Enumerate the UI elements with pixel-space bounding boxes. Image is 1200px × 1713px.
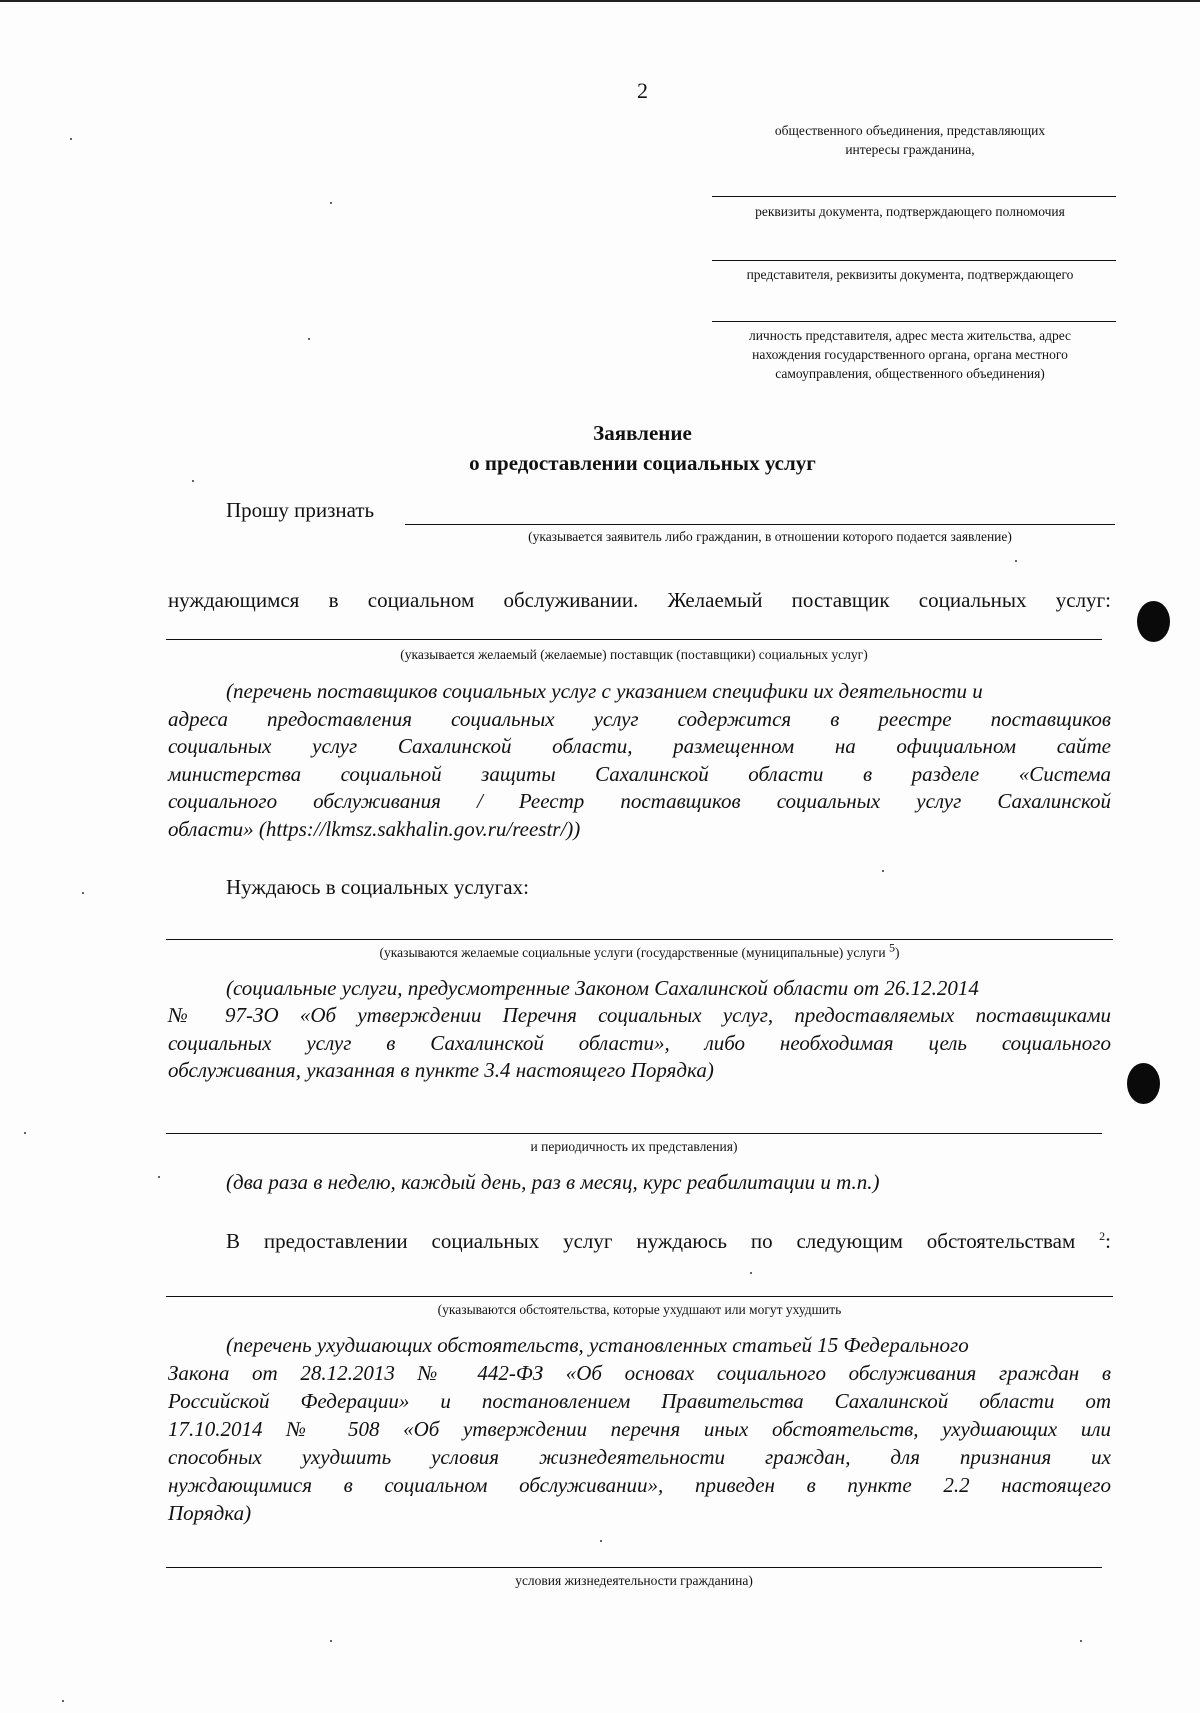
header-caption-3-line2: нахождения государственного органа, органа местного bbox=[752, 347, 1068, 362]
scan-speck bbox=[192, 480, 194, 482]
scan-speck bbox=[70, 138, 72, 140]
header-caption-3-line1: личность представителя, адрес места жительства, адрес bbox=[748, 328, 1072, 343]
circumstances-note-line-4: 17.10.2014 № 508 «Об утверждении перечня иных обстоятельств, ухудшающих или bbox=[168, 1417, 1111, 1441]
header-caption-3-line3: самоуправления, общественного объединения) bbox=[775, 366, 1045, 381]
scan-speck bbox=[330, 202, 332, 204]
scan-speck bbox=[1015, 560, 1017, 562]
scan-edge bbox=[0, 0, 1200, 2]
document-subtitle: о предоставлении социальных услуг bbox=[469, 451, 816, 475]
scan-speck bbox=[330, 1640, 332, 1642]
circumstances-note-line-7: Порядка) bbox=[168, 1501, 252, 1525]
circumstances-note-line-3: Российской Федерации» и постановлением Правительства Сахалинской области от bbox=[168, 1389, 1111, 1413]
providers-note-line-6: области» (https://lkmsz.sakhalin.gov.ru/reestr/)) bbox=[168, 817, 581, 841]
circumstances-caption: (указываются обстоятельства, которые ухудшают или могут ухудшить bbox=[437, 1302, 842, 1317]
document-title: Заявление bbox=[593, 421, 692, 445]
header-representative-line2: интересы гражданина, bbox=[845, 142, 975, 157]
providers-note-line-4: министерства социальной защиты Сахалинской области в разделе «Система bbox=[168, 762, 1111, 786]
scan-speck bbox=[24, 1132, 26, 1134]
circumstances-note-line-1: (перечень ухудшающих обстоятельств, установленных статьей 15 Федерального bbox=[226, 1333, 969, 1357]
services-label: Нуждаюсь в социальных услугах: bbox=[226, 875, 529, 899]
applicant-blank-line bbox=[405, 524, 1115, 525]
circumstances-note-line-5: способных ухудшить условия жизнедеятельности граждан, для признания их bbox=[168, 1445, 1111, 1469]
scan-speck bbox=[882, 870, 884, 872]
header-blank-line-1 bbox=[712, 196, 1116, 197]
periodicity-note: (два раза в неделю, каждый день, раз в месяц, курс реабилитации и т.п.) bbox=[226, 1170, 880, 1194]
circumstances-note-line-2: Закона от 28.12.2013 № 442-ФЗ «Об основах социального обслуживания граждан в bbox=[168, 1361, 1111, 1385]
final-caption: условия жизнедеятельности гражданина) bbox=[515, 1573, 753, 1588]
scan-speck bbox=[62, 1700, 64, 1702]
punch-hole-mark-top bbox=[1137, 601, 1170, 642]
request-continuation: нуждающимся в социальном обслуживании. Желаемый поставщик социальных услуг: bbox=[168, 588, 1111, 612]
scan-speck bbox=[750, 1272, 752, 1274]
services-note-line-4: обслуживания, указанная в пункте 3.4 настоящего Порядка) bbox=[168, 1058, 714, 1082]
header-caption-1: реквизиты документа, подтверждающего полномочия bbox=[755, 204, 1065, 219]
services-note-line-1: (социальные услуги, предусмотренные Законом Сахалинской области от 26.12.2014 bbox=[226, 976, 979, 1000]
applicant-caption: (указывается заявитель либо гражданин, в отношении которого подается заявление) bbox=[528, 529, 1012, 544]
header-caption-2: представителя, реквизиты документа, подтверждающего bbox=[746, 267, 1074, 282]
scan-speck bbox=[308, 338, 310, 340]
periodicity-blank-line bbox=[166, 1133, 1102, 1134]
providers-note-line-5: социального обслуживания / Реестр поставщиков социальных услуг Сахалинской bbox=[168, 789, 1111, 813]
circumstances-blank-line bbox=[166, 1296, 1113, 1297]
services-note-line-3: социальных услуг в Сахалинской области», либо необходимая цель социального bbox=[168, 1031, 1111, 1055]
request-label: Прошу признать bbox=[226, 498, 375, 522]
services-note-line-2: № 97-ЗО «Об утверждении Перечня социальных услуг, предоставляемых поставщиками bbox=[168, 1003, 1111, 1027]
periodicity-caption: и периодичность их представления) bbox=[530, 1139, 738, 1154]
providers-note-line-2: адреса предоставления социальных услуг содержится в реестре поставщиков bbox=[168, 707, 1111, 731]
providers-note-line-1: (перечень поставщиков социальных услуг с указанием специфики их деятельности и bbox=[226, 679, 983, 703]
circumstances-label: В предоставлении социальных услуг нуждаюсь по следующим обстоятельствам $^2$: bbox=[226, 1229, 1111, 1253]
scan-speck bbox=[158, 1176, 160, 1178]
punch-hole-mark-bottom bbox=[1127, 1063, 1160, 1104]
scan-speck bbox=[1080, 1640, 1082, 1642]
header-representative-line1: общественного объединения, представляющих bbox=[774, 123, 1046, 138]
scan-speck bbox=[82, 892, 84, 894]
services-blank-line bbox=[166, 939, 1113, 940]
circumstances-note-line-6: нуждающимися в социальном обслуживании», приведен в пункте 2.2 настоящего bbox=[168, 1473, 1111, 1497]
services-caption: (указываются желаемые социальные услуги (государственные (муниципальные) услуги $^5$) bbox=[379, 940, 900, 960]
provider-blank-line bbox=[166, 639, 1102, 640]
scan-speck bbox=[600, 1540, 602, 1542]
header-blank-line-3 bbox=[712, 321, 1116, 322]
final-blank-line bbox=[166, 1567, 1102, 1568]
provider-caption: (указывается желаемый (желаемые) поставщик (поставщики) социальных услуг) bbox=[400, 647, 868, 662]
page-number: 2 bbox=[637, 78, 648, 103]
header-blank-line-2 bbox=[712, 260, 1116, 261]
providers-note-line-3: социальных услуг Сахалинской области, размещенном на официальном сайте bbox=[168, 734, 1111, 758]
